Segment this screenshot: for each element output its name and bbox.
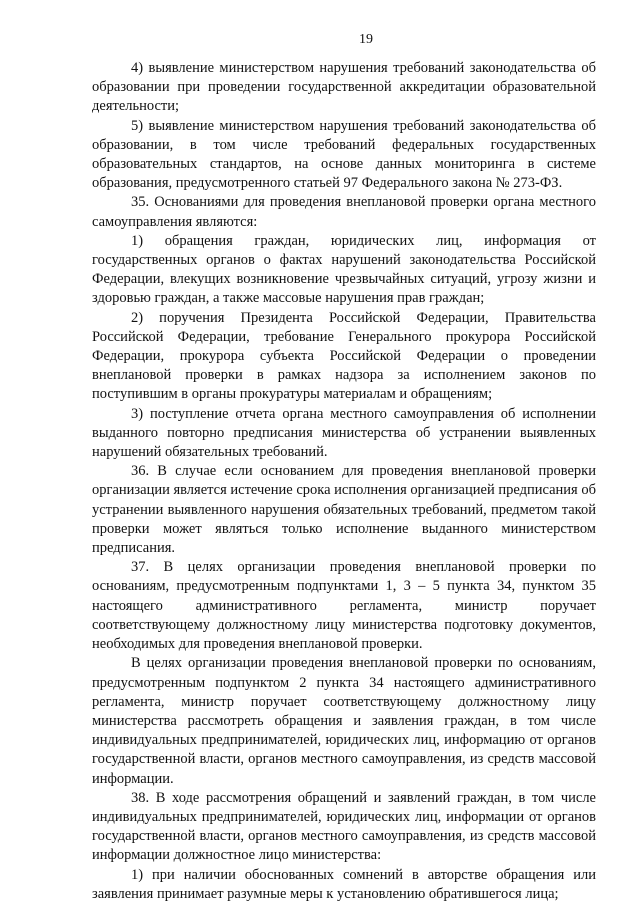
paragraph-item-4: 4) выявление министерством нарушения требований законодательства об образовании при проведении государственной аккредитации образовательной деятельности; — [92, 60, 596, 115]
paragraph-35: 35. Основаниями для проведения внеплановой проверки органа местного самоуправления являются: — [92, 194, 596, 230]
paragraph-37: 37. В целях организации проведения внеплановой проверки по основаниям, предусмотренным подпунктами 1, 3 – 5 пункта 34, пунктом 35 настоящего административного регламента, министр поручает соответствующему должностному лицу министерства подготовку документов, необходимых для проведения внеплановой проверки. — [92, 559, 596, 653]
paragraph-35-item-3: 3) поступление отчета органа местного самоуправления об исполнении выданного повторно предписания министерства об устранении выявленных нарушений обязательных требований. — [92, 405, 596, 461]
paragraph-35-item-2: 2) поручения Президента Российской Федерации, Правительства Российской Федерации, требование Генерального прокурора Российской Федерации, прокурора субъекта Российской Федерации о проведении внеплановой проверки в рамках надзора за исполнением законов по поступившим в органы прокуратуры материалам и обращениям; — [92, 309, 596, 403]
page-number: 19 — [359, 32, 373, 47]
paragraph-item-5: 5) выявление министерством нарушения требований законодательства об образовании, в том числе требований федеральных государственных образовательных стандартов, на основе данных мониторинга в системе образования, предусмотренного статьей 97 Федерального закона № 273-ФЗ. — [92, 117, 596, 192]
paragraph-38: 38. В ходе рассмотрения обращений и заявлений граждан, в том числе индивидуальных предпринимателей, юридических лиц, информации от органов государственной власти, органов местного самоуправления, из средств массовой информации должностное лицо министерства: — [92, 789, 596, 864]
paragraph-37-continued: В целях организации проведения внеплановой проверки по основаниям, предусмотренным подпунктом 2 пункта 34 настоящего административного регламента, министр поручает соответствующему должностному лицу министерства рассмотреть обращения и заявления граждан, в том числе индивидуальных предпринимателей, юридических лиц, информацию от органов государственной власти, органов местного самоуправления, из средств массовой информации. — [92, 655, 596, 787]
paragraph-36: 36. В случае если основанием для проведения внеплановой проверки организации является истечение срока исполнения организацией предписания об устранении выявленного нарушения обязательных требований, предметом такой проверки может являться только исполнение выданного министерством предписания. — [92, 463, 596, 557]
document-body — [92, 59, 596, 904]
paragraph-38-item-1: 1) при наличии обоснованных сомнений в авторстве обращения или заявления принимает разумные меры к установлению обратившегося лица; — [92, 866, 596, 902]
paragraph-35-item-1: 1) обращения граждан, юридических лиц, информация от государственных органов о фактах нарушений законодательства Российской Федерации, влекущих возникновение чрезвычайных ситуаций, угрозу жизни и здоровью граждан, а также массовые нарушения прав граждан; — [92, 232, 596, 307]
